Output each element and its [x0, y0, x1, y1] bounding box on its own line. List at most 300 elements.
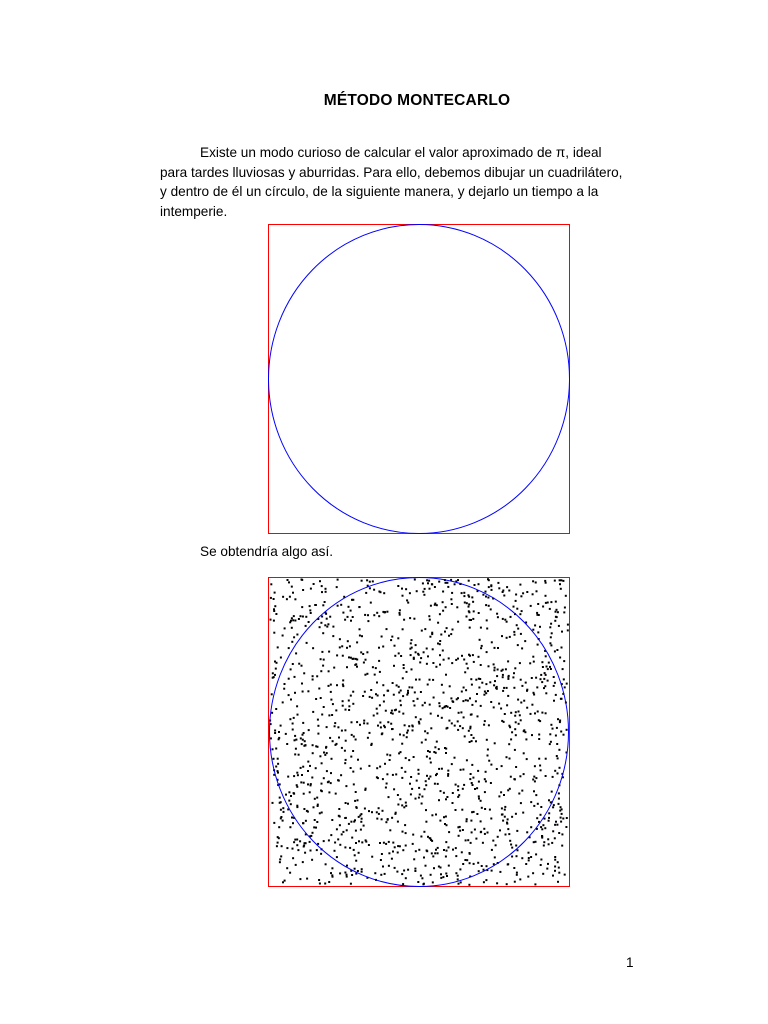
raindrop-dot [402, 695, 404, 697]
raindrop-dot [344, 729, 346, 731]
raindrop-dot [440, 873, 442, 875]
raindrop-dot [381, 733, 383, 735]
raindrop-dot [561, 647, 563, 649]
raindrop-dot [438, 768, 440, 770]
raindrop-dot [534, 883, 536, 885]
raindrop-dot [489, 681, 491, 683]
raindrop-dot [286, 847, 288, 849]
raindrop-dot [554, 837, 556, 839]
raindrop-dot [416, 780, 418, 782]
raindrop-dot [547, 863, 549, 865]
raindrop-dot [542, 824, 544, 826]
raindrop-dot [534, 712, 536, 714]
raindrop-dot [503, 595, 505, 597]
raindrop-dot [292, 663, 294, 665]
raindrop-dot [388, 852, 390, 854]
raindrop-dot [353, 736, 355, 738]
raindrop-dot [530, 856, 532, 858]
raindrop-dot [467, 700, 469, 702]
raindrop-dot [334, 725, 336, 727]
raindrop-dot [447, 773, 449, 775]
raindrop-dot [426, 579, 428, 581]
raindrop-dot [513, 631, 515, 633]
raindrop-dot [554, 682, 556, 684]
raindrop-dot [355, 663, 357, 665]
raindrop-dot [488, 579, 490, 581]
raindrop-dot [445, 873, 447, 875]
raindrop-dot [500, 708, 502, 710]
raindrop-dot [405, 802, 407, 804]
raindrop-dot [279, 858, 281, 860]
raindrop-dot [558, 803, 560, 805]
raindrop-dot [382, 684, 384, 686]
raindrop-dot [397, 821, 399, 823]
page-number: 1 [626, 955, 634, 970]
raindrop-dot [426, 648, 428, 650]
raindrop-dot [457, 785, 459, 787]
raindrop-dot [427, 655, 429, 657]
raindrop-dot [292, 619, 294, 621]
raindrop-dot [494, 856, 496, 858]
raindrop-dot [451, 603, 453, 605]
raindrop-dot [439, 705, 441, 707]
raindrop-dot [313, 583, 315, 585]
raindrop-dot [280, 817, 282, 819]
raindrop-dot [303, 732, 305, 734]
raindrop-dot [419, 794, 421, 796]
raindrop-dot [366, 579, 368, 581]
raindrop-dot [455, 809, 457, 811]
raindrop-dot [535, 853, 537, 855]
raindrop-dot [390, 723, 392, 725]
raindrop-dot [471, 704, 473, 706]
raindrop-dot [564, 607, 566, 609]
raindrop-dot [502, 690, 504, 692]
raindrop-dot [310, 850, 312, 852]
raindrop-dot [275, 708, 277, 710]
raindrop-dot [288, 581, 290, 583]
raindrop-dot [288, 791, 290, 793]
raindrop-dot [294, 620, 296, 622]
raindrop-dot [543, 678, 545, 680]
raindrop-dot [305, 616, 307, 618]
raindrop-dot [504, 816, 506, 818]
raindrop-dot [414, 705, 416, 707]
raindrop-dot [296, 806, 298, 808]
raindrop-dot [316, 797, 318, 799]
raindrop-dot [423, 883, 425, 885]
raindrop-dot [448, 846, 450, 848]
raindrop-dot [395, 709, 397, 711]
raindrop-dot [373, 614, 375, 616]
raindrop-dot [486, 651, 488, 653]
raindrop-dot [466, 820, 468, 822]
raindrop-dot [431, 814, 433, 816]
raindrop-dot [442, 707, 444, 709]
raindrop-dot [328, 670, 330, 672]
raindrop-dot [497, 647, 499, 649]
raindrop-dot [497, 836, 499, 838]
raindrop-dot [520, 702, 522, 704]
raindrop-dot [429, 776, 431, 778]
raindrop-dot [510, 738, 512, 740]
raindrop-dot [565, 826, 567, 828]
raindrop-dot [539, 765, 541, 767]
raindrop-dot [385, 710, 387, 712]
raindrop-dot [439, 820, 441, 822]
raindrop-dot [468, 730, 470, 732]
raindrop-dot [321, 651, 323, 653]
raindrop-dot [470, 773, 472, 775]
raindrop-dot [324, 624, 326, 626]
raindrop-dot [392, 682, 394, 684]
raindrop-dot [463, 687, 465, 689]
raindrop-dot [316, 821, 318, 823]
raindrop-dot [294, 676, 296, 678]
raindrop-dot [545, 674, 547, 676]
raindrop-dot [564, 686, 566, 688]
raindrop-dot [490, 701, 492, 703]
raindrop-dot [325, 613, 327, 615]
raindrop-dot [356, 666, 358, 668]
raindrop-dot [557, 757, 559, 759]
raindrop-dot [558, 749, 560, 751]
raindrop-dot [330, 782, 332, 784]
raindrop-dot [485, 596, 487, 598]
raindrop-dot [497, 582, 499, 584]
square-circle-figure [268, 224, 570, 534]
raindrop-dot [549, 642, 551, 644]
raindrop-dot [418, 654, 420, 656]
raindrop-dot [545, 582, 547, 584]
raindrop-dot [378, 660, 380, 662]
raindrop-dot [519, 775, 521, 777]
raindrop-dot [429, 636, 431, 638]
raindrop-dot [552, 728, 554, 730]
raindrop-dot [461, 691, 463, 693]
raindrop-dot [357, 870, 359, 872]
raindrop-dot [446, 728, 448, 730]
raindrop-dot [336, 684, 338, 686]
raindrop-dot [365, 659, 367, 661]
raindrop-dot [477, 770, 479, 772]
raindrop-dot [414, 691, 416, 693]
raindrop-dot [379, 704, 381, 706]
raindrop-dot [338, 808, 340, 810]
raindrop-dot [297, 849, 299, 851]
raindrop-dot [560, 817, 562, 819]
raindrop-dot [291, 627, 293, 629]
raindrop-dot [309, 791, 311, 793]
raindrop-dot [486, 865, 488, 867]
raindrop-dot [393, 694, 395, 696]
raindrop-dot [293, 793, 295, 795]
raindrop-dot [309, 605, 311, 607]
raindrop-dot [446, 582, 448, 584]
raindrop-dot [330, 872, 332, 874]
raindrop-dot [468, 606, 470, 608]
raindrop-dot [282, 596, 284, 598]
raindrop-dot [524, 640, 526, 642]
raindrop-dot [324, 883, 326, 885]
raindrop-dot [493, 684, 495, 686]
raindrop-dot [364, 691, 366, 693]
raindrop-dot [355, 842, 357, 844]
raindrop-dot [288, 678, 290, 680]
raindrop-dot [293, 615, 295, 617]
raindrop-dot [544, 580, 546, 582]
raindrop-dot [402, 628, 404, 630]
raindrop-dot [488, 605, 490, 607]
raindrop-dot [409, 592, 411, 594]
raindrop-dot [290, 795, 292, 797]
raindrop-dot [532, 779, 534, 781]
raindrop-dot [297, 714, 299, 716]
raindrop-dot [300, 615, 302, 617]
raindrop-dot [540, 769, 542, 771]
raindrop-dot [501, 765, 503, 767]
raindrop-dot [380, 874, 382, 876]
raindrop-dot [382, 611, 384, 613]
raindrop-dot [504, 619, 506, 621]
raindrop-dot [536, 612, 538, 614]
raindrop-dot [452, 700, 454, 702]
raindrop-dot [484, 720, 486, 722]
raindrop-dot [388, 865, 390, 867]
raindrop-dot [515, 600, 517, 602]
raindrop-dot [444, 706, 446, 708]
raindrop-dot [505, 668, 507, 670]
raindrop-dot [494, 647, 496, 649]
raindrop-dot [524, 731, 526, 733]
raindrop-dot [402, 677, 404, 679]
raindrop-dot [519, 714, 521, 716]
raindrop-dot [323, 777, 325, 779]
raindrop-dot [357, 759, 359, 761]
raindrop-dot [514, 881, 516, 883]
raindrop-dot [559, 767, 561, 769]
raindrop-dot [553, 700, 555, 702]
raindrop-dot [515, 813, 517, 815]
raindrop-dot [426, 850, 428, 852]
raindrop-dot [276, 845, 278, 847]
raindrop-dot [443, 659, 445, 661]
raindrop-dot [554, 650, 556, 652]
raindrop-dot [401, 588, 403, 590]
raindrop-dot [526, 591, 528, 593]
raindrop-dot [306, 878, 308, 880]
raindrop-dot [526, 758, 528, 760]
raindrop-dot [514, 778, 516, 780]
raindrop-dot [397, 845, 399, 847]
raindrop-dot [509, 726, 511, 728]
raindrop-dot [364, 808, 366, 810]
raindrop-dot [287, 776, 289, 778]
raindrop-dot [341, 730, 343, 732]
raindrop-dot [440, 867, 442, 869]
raindrop-dot [478, 687, 480, 689]
raindrop-dot [458, 712, 460, 714]
raindrop-dot [342, 700, 344, 702]
raindrop-dot [345, 802, 347, 804]
raindrop-dot [335, 793, 337, 795]
raindrop-dot [361, 871, 363, 873]
raindrop-dot [300, 767, 302, 769]
raindrop-dot [315, 698, 317, 700]
raindrop-dot [310, 588, 312, 590]
raindrop-dot [469, 778, 471, 780]
raindrop-dot [515, 845, 517, 847]
raindrop-dot [422, 582, 424, 584]
raindrop-dot [502, 669, 504, 671]
raindrop-dot [431, 852, 433, 854]
raindrop-dot [464, 735, 466, 737]
raindrop-dot [397, 804, 399, 806]
raindrop-dot [517, 644, 519, 646]
raindrop-dot [423, 831, 425, 833]
raindrop-dot [512, 676, 514, 678]
raindrop-dot [381, 636, 383, 638]
raindrop-dot [466, 616, 468, 618]
raindrop-dot [529, 662, 531, 664]
raindrop-dot [465, 689, 467, 691]
raindrop-dot [395, 812, 397, 814]
raindrop-dot [452, 792, 454, 794]
raindrop-dot [516, 830, 518, 832]
raindrop-dot [543, 687, 545, 689]
raindrop-dot [298, 754, 300, 756]
raindrop-dot [528, 852, 530, 854]
raindrop-dot [368, 765, 370, 767]
raindrop-dot [508, 675, 510, 677]
raindrop-dot [306, 642, 308, 644]
raindrop-dot [485, 692, 487, 694]
raindrop-dot [419, 679, 421, 681]
raindrop-dot [487, 690, 489, 692]
raindrop-dot [455, 855, 457, 857]
raindrop-dot [382, 646, 384, 648]
raindrop-dot [521, 610, 523, 612]
raindrop-dot [503, 794, 505, 796]
raindrop-dot [442, 610, 444, 612]
raindrop-dot [509, 758, 511, 760]
raindrop-dot [478, 798, 480, 800]
raindrop-dot [270, 583, 272, 585]
raindrop-dot [534, 765, 536, 767]
raindrop-dot [502, 674, 504, 676]
raindrop-dot [560, 698, 562, 700]
raindrop-dot [540, 859, 542, 861]
raindrop-dot [332, 635, 334, 637]
raindrop-dot [495, 844, 497, 846]
raindrop-dot [332, 740, 334, 742]
raindrop-dot [508, 833, 510, 835]
raindrop-dot [304, 740, 306, 742]
raindrop-dot [361, 818, 363, 820]
raindrop-dot [449, 685, 451, 687]
raindrop-dot [548, 799, 550, 801]
raindrop-dot [457, 796, 459, 798]
raindrop-dot [350, 821, 352, 823]
raindrop-dot [407, 602, 409, 604]
raindrop-dot [461, 592, 463, 594]
raindrop-dot [540, 678, 542, 680]
raindrop-dot [276, 662, 278, 664]
raindrop-dot [560, 806, 562, 808]
raindrop-dot [518, 723, 520, 725]
raindrop-dot [284, 627, 286, 629]
raindrop-dot [485, 771, 487, 773]
raindrop-dot [446, 850, 448, 852]
raindrop-dot [480, 820, 482, 822]
raindrop-dot [400, 655, 402, 657]
raindrop-dot [430, 713, 432, 715]
raindrop-dot [275, 748, 277, 750]
raindrop-dot [462, 863, 464, 865]
raindrop-dot [483, 869, 485, 871]
caption: Se obtendría algo así. [200, 544, 334, 559]
raindrop-dot [367, 620, 369, 622]
raindrop-dot [389, 759, 391, 761]
raindrop-dot [291, 617, 293, 619]
raindrop-dot [534, 624, 536, 626]
raindrop-dot [557, 772, 559, 774]
raindrop-dot [530, 801, 532, 803]
raindrop-dot [383, 725, 385, 727]
raindrop-dot [363, 722, 365, 724]
raindrop-dot [434, 603, 436, 605]
raindrop-dot [506, 586, 508, 588]
raindrop-dot [396, 871, 398, 873]
raindrop-dot [301, 774, 303, 776]
raindrop-dot [336, 654, 338, 656]
raindrop-dot [541, 712, 543, 714]
raindrop-dot [296, 844, 298, 846]
raindrop-dot [301, 743, 303, 745]
raindrop-dot [475, 679, 477, 681]
raindrop-dot [513, 867, 515, 869]
raindrop-dot [295, 748, 297, 750]
raindrop-dot [553, 676, 555, 678]
raindrop-dot [354, 819, 356, 821]
raindrop-dot [361, 841, 363, 843]
raindrop-dot [388, 796, 390, 798]
raindrop-dot [472, 654, 474, 656]
raindrop-dot [318, 879, 320, 881]
raindrop-dot [413, 618, 415, 620]
raindrop-dot [339, 646, 341, 648]
raindrop-dot [423, 651, 425, 653]
raindrop-dot [420, 691, 422, 693]
raindrop-dot [478, 781, 480, 783]
raindrop-dot [473, 863, 475, 865]
raindrop-dot [486, 619, 488, 621]
raindrop-dot [542, 606, 544, 608]
raindrop-dot [471, 811, 473, 813]
raindrop-dot [448, 657, 450, 659]
raindrop-dot [520, 633, 522, 635]
raindrop-dot [479, 639, 481, 641]
raindrop-dot [312, 675, 314, 677]
raindrop-dot [421, 877, 423, 879]
raindrop-dot [488, 760, 490, 762]
raindrop-dot [358, 606, 360, 608]
raindrop-dot [345, 759, 347, 761]
raindrop-dot [352, 750, 354, 752]
raindrop-dot [307, 770, 309, 772]
raindrop-dot [302, 822, 304, 824]
raindrop-dot [447, 770, 449, 772]
